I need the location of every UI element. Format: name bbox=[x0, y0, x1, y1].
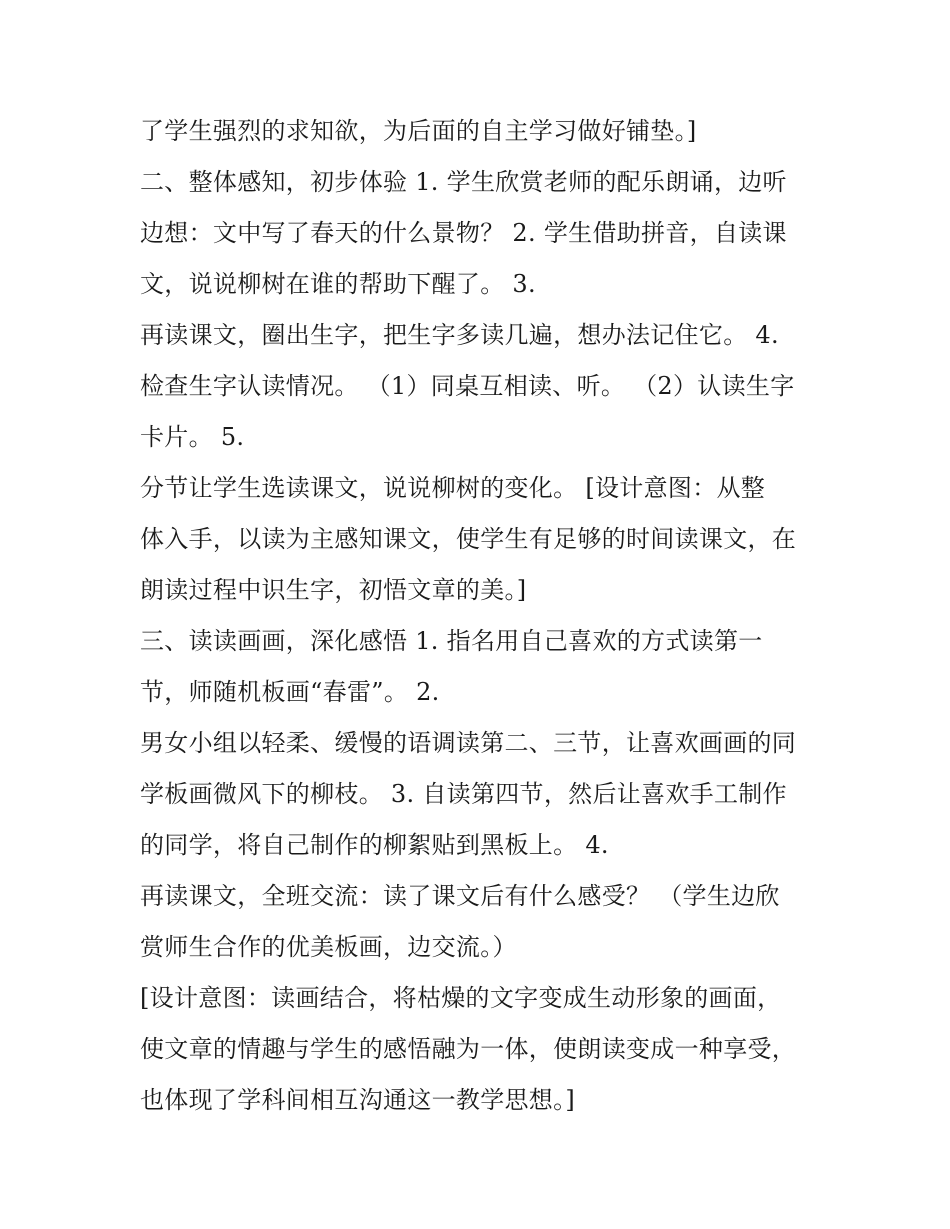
text-line: 体入手，以读为主感知课文，使学生有足够的时间读课文，在 bbox=[140, 525, 797, 553]
text-line: 文，说说柳树在谁的帮助下醒了。 3. bbox=[140, 270, 536, 298]
text-line: 二、整体感知，初步体验 1. 学生欣赏老师的配乐朗诵，边听 bbox=[140, 168, 787, 196]
text-line: 检查生字认读情况。 （1）同桌互相读、听。 （2）认读生字 bbox=[140, 372, 795, 400]
text-line: 再读课文，圈出生字，把生字多读几遍，想办法记住它。 4. bbox=[140, 321, 779, 349]
text-line: 的同学，将自己制作的柳絮贴到黑板上。 4. bbox=[140, 831, 609, 859]
text-line: 了学生强烈的求知欲，为后面的自主学习做好铺垫。] bbox=[140, 117, 697, 145]
text-line: 三、读读画画，深化感悟 1. 指名用自己喜欢的方式读第一 bbox=[140, 627, 763, 655]
text-line: 再读课文，全班交流：读了课文后有什么感受？ （学生边欣 bbox=[140, 882, 780, 910]
document-body bbox=[140, 106, 820, 1126]
text-line: 朗读过程中识生字，初悟文章的美。] bbox=[140, 576, 527, 604]
text-line: 卡片。 5. bbox=[140, 423, 245, 451]
text-line: [设计意图：读画结合，将枯燥的文字变成生动形象的画面， bbox=[140, 984, 782, 1012]
text-line: 分节让学生选读课文，说说柳树的变化。 [设计意图：从整 bbox=[140, 474, 766, 502]
text-line: 赏师生合作的优美板画，边交流。） bbox=[140, 933, 517, 961]
text-line: 节，师随机板画“春雷”。 2. bbox=[140, 678, 440, 706]
text-line: 男女小组以轻柔、缓慢的语调读第二、三节，让喜欢画画的同 bbox=[140, 729, 797, 757]
text-line: 使文章的情趣与学生的感悟融为一体，使朗读变成一种享受， bbox=[140, 1035, 797, 1063]
text-line: 也体现了学科间相互沟通这一教学思想。] bbox=[140, 1086, 576, 1114]
text-line: 边想：文中写了春天的什么景物？ 2. 学生借助拼音，自读课 bbox=[140, 219, 787, 247]
text-line: 学板画微风下的柳枝。 3. 自读第四节，然后让喜欢手工制作 bbox=[140, 780, 787, 808]
